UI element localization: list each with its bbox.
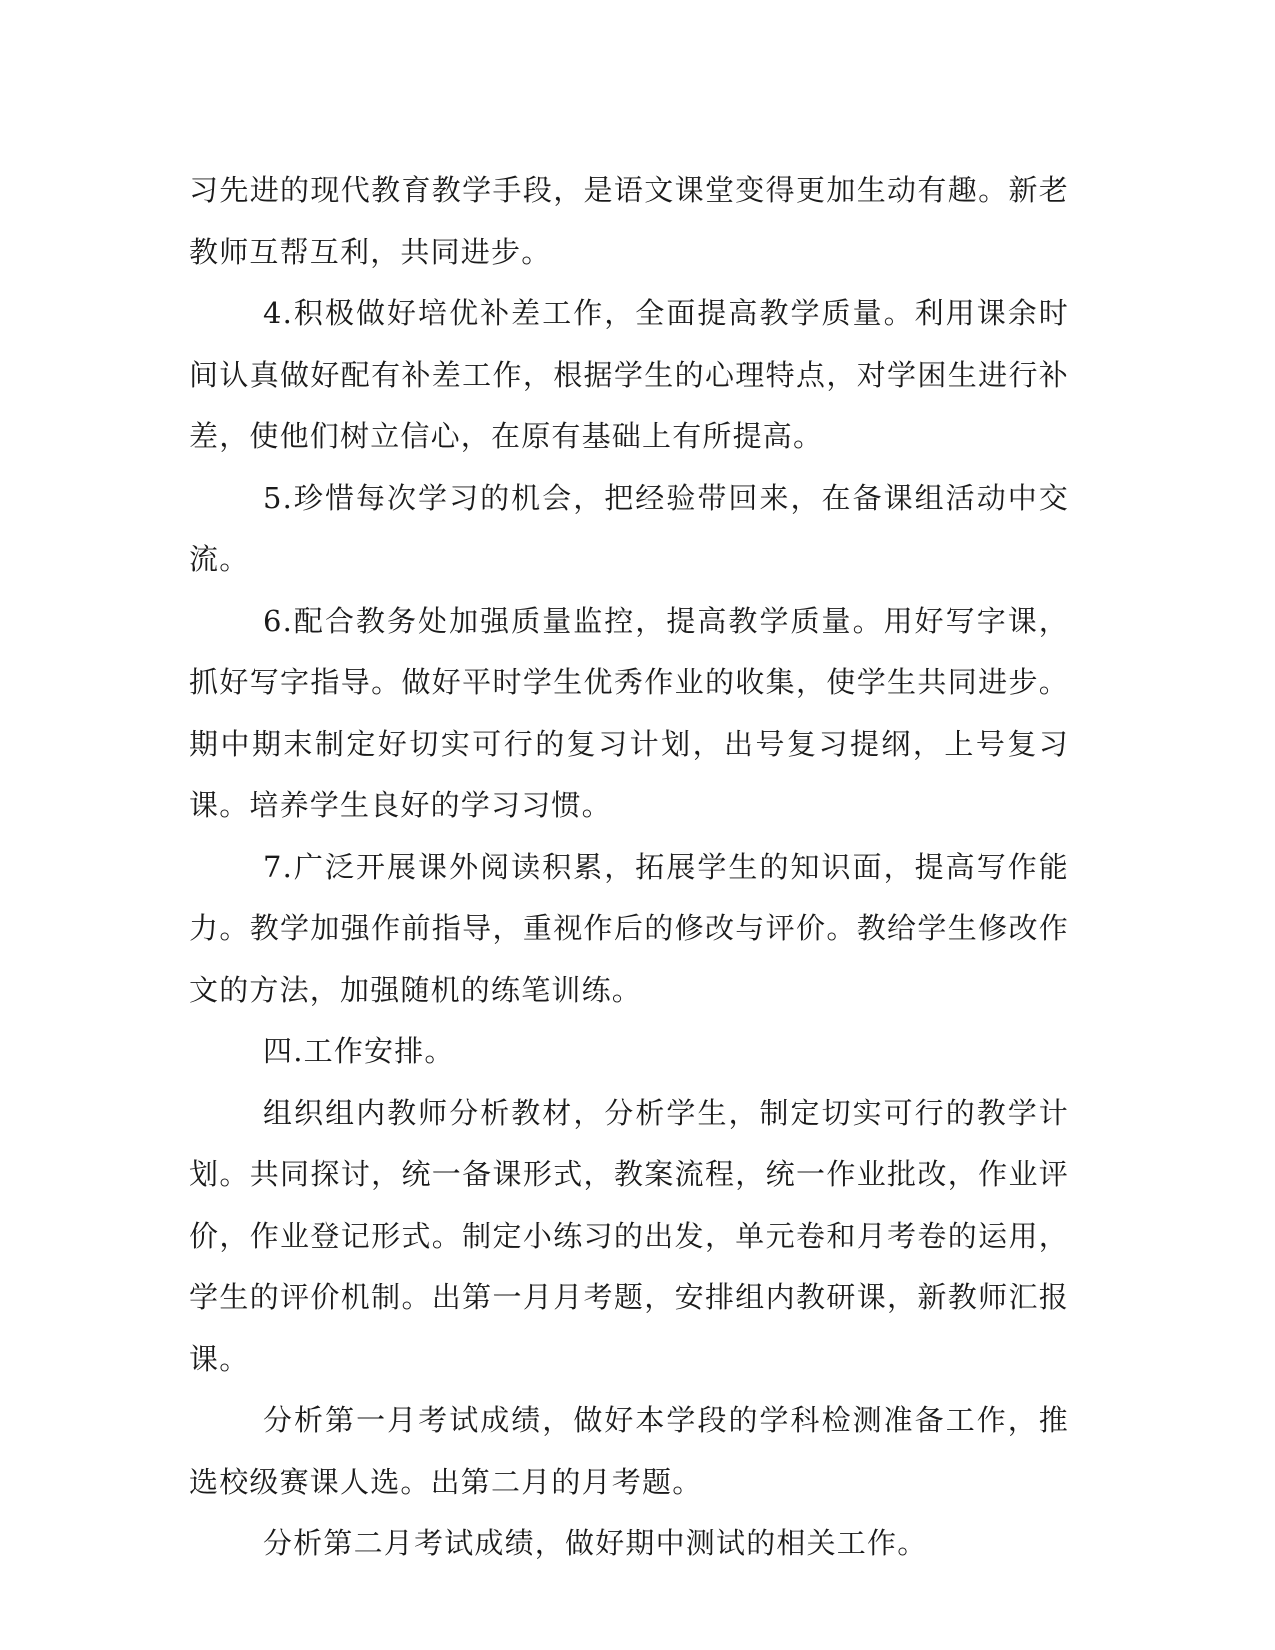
paragraph-arrangement-3: 分析第二月考试成绩，做好期中测试的相关工作。: [263, 1526, 928, 1560]
paragraph-item-5: 5.珍惜每次学习的机会，把经验带回来，在备课组活动中交流。: [189, 480, 1069, 576]
section-heading-work-arrangement: 四.工作安排。: [263, 1034, 455, 1068]
paragraph-item-6: 6.配合教务处加强质量监控，提高教学质量。用好写字课，抓好写字指导。做好平时学生优秀作业的收集，使学生共同进步。期中期末制定好切实可行的复习计划，出号复习提纲，上号复习课。培养学生良好的学习习惯。: [189, 603, 1069, 822]
document-body: [189, 160, 1069, 1575]
paragraph-arrangement-1: 组织组内教师分析教材，分析学生，制定切实可行的教学计划。共同探讨，统一备课形式，教案流程，统一作业批改，作业评价，作业登记形式。制定小练习的出发，单元卷和月考卷的运用，学生的评价机制。出第一月月考题，安排组内教研课，新教师汇报课。: [189, 1095, 1069, 1376]
paragraph-arrangement-2: 分析第一月考试成绩，做好本学段的学科检测准备工作，推选校级赛课人选。出第二月的月考题。: [189, 1403, 1069, 1499]
paragraph-item-4: 4.积极做好培优补差工作，全面提高教学质量。利用课余时间认真做好配有补差工作，根据学生的心理特点，对学困生进行补差，使他们树立信心，在原有基础上有所提高。: [189, 296, 1069, 453]
paragraph-continuation: 习先进的现代教育教学手段，是语文课堂变得更加生动有趣。新老教师互帮互利，共同进步。: [189, 173, 1069, 269]
paragraph-item-7: 7.广泛开展课外阅读积累，拓展学生的知识面，提高写作能力。教学加强作前指导，重视作后的修改与评价。教给学生修改作文的方法，加强随机的练笔训练。: [189, 849, 1069, 1007]
